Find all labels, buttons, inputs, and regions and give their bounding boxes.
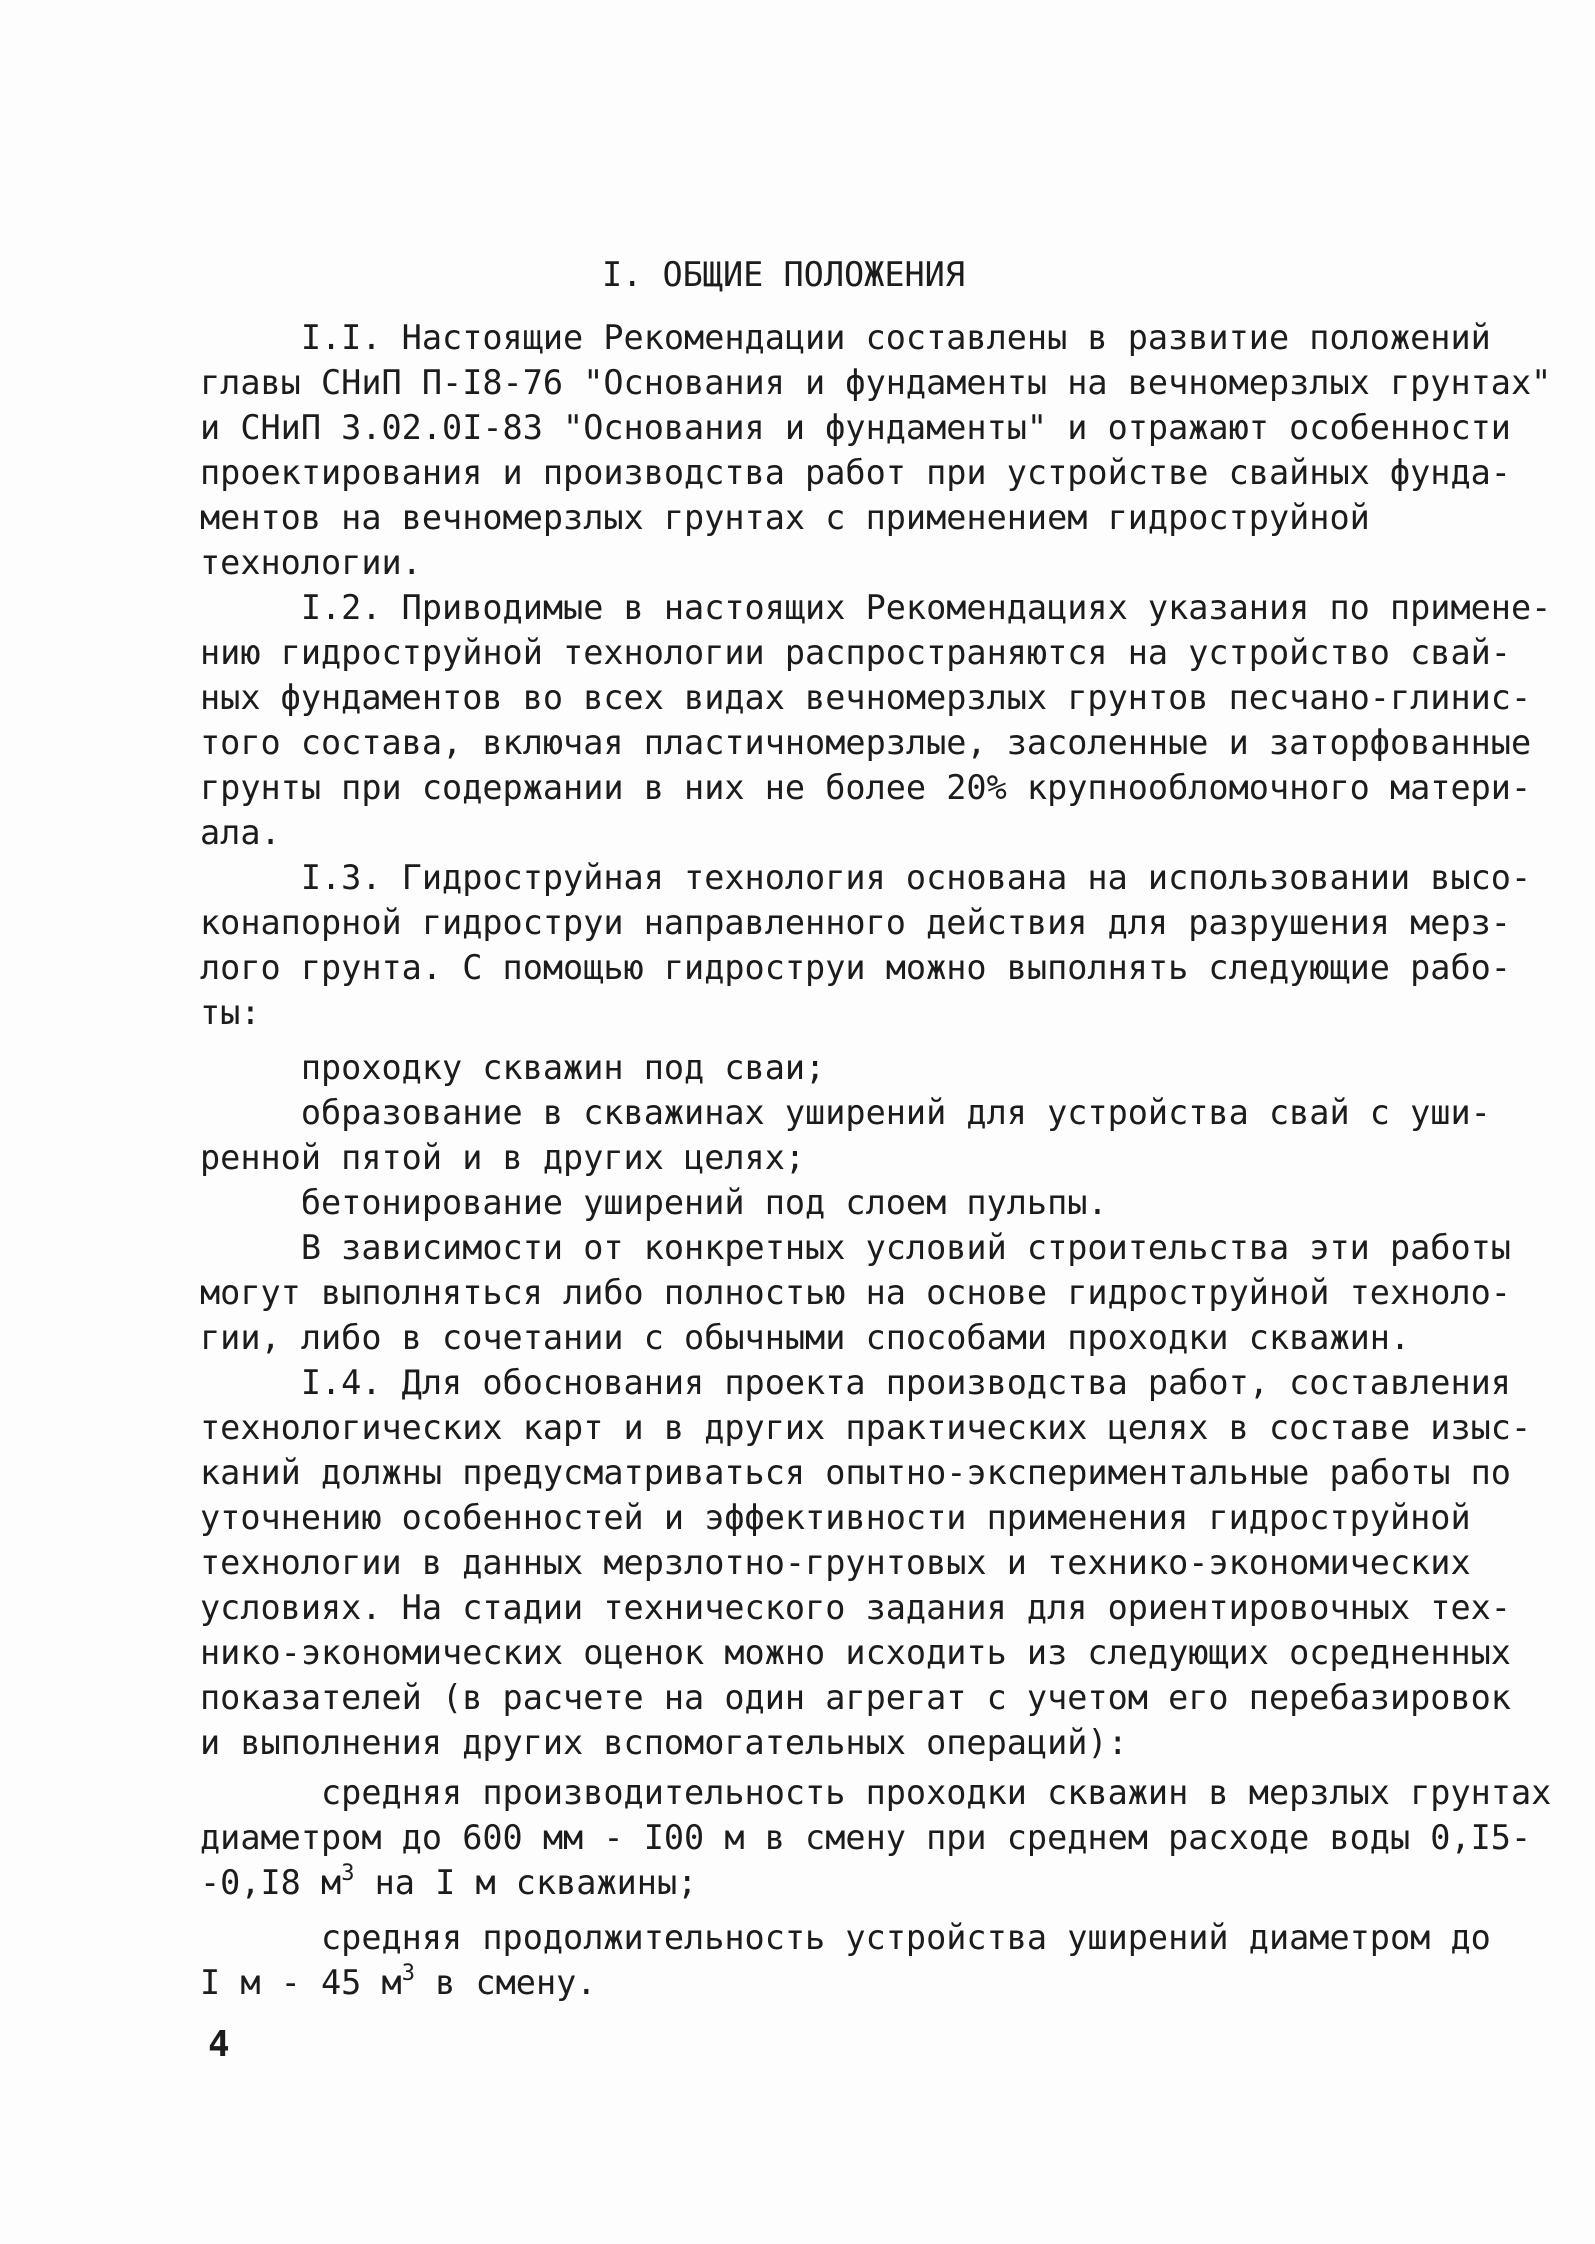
text-line: образование в скважинах уширений для устройства свай с уши- (200, 1093, 1491, 1132)
text-line: проектирования и производства работ при устройстве свайных фунда- (200, 453, 1511, 492)
text-line: каний должны предусматриваться опытно-экспериментальные работы по (200, 1453, 1511, 1492)
text-line: средняя производительность проходки скважин в мерзлых грунтах (200, 1773, 1552, 1812)
text-line: условиях. На стадии технического задания для ориентировочных тех- (200, 1588, 1511, 1627)
text-line: I.4. Для обоснования проекта производства работ, составления (200, 1363, 1511, 1402)
section-heading: I. ОБЩИЕ ПОЛОЖЕНИЯ (601, 255, 966, 294)
text-line: I.3. Гидроструйная технология основана на использовании высо- (200, 858, 1532, 897)
text-line: грунты при содержании в них не более 20% крупнообломочного матери- (200, 768, 1532, 807)
text-line: В зависимости от конкретных условий строительства эти работы (200, 1228, 1511, 1267)
text-line: и СНиП 3.02.0I-83 "Основания и фундаменты" и отражают особенности (200, 408, 1511, 447)
text-line: диаметром до 600 мм - I00 м в смену при среднем расходе воды 0,I5- (200, 1818, 1532, 1857)
text-line: главы СНиП П-I8-76 "Основания и фундаменты на вечномерзлых грунтах" (200, 363, 1552, 402)
text-line: нию гидроструйной технологии распространяются на устройство свай- (200, 633, 1511, 672)
text-line: I.2. Приводимые в настоящих Рекомендациях указания по примене- (200, 588, 1552, 627)
text-line: бетонирование уширений под слоем пульпы. (200, 1183, 1108, 1222)
text-line: ала. (200, 813, 281, 852)
text-line: технологии в данных мерзлотно-грунтовых и технико-экономических (200, 1543, 1471, 1582)
text-line: технологии. (200, 543, 422, 582)
text-line: показателей (в расчете на один агрегат с учетом его перебазировок (200, 1678, 1511, 1717)
text-line: лого грунта. С помощью гидроструи можно выполнять следующие рабо- (200, 948, 1511, 987)
text-line: ренной пятой и в других целях; (200, 1138, 806, 1177)
text-line: технологических карт и в других практических целях в составе изыс- (200, 1408, 1532, 1447)
text-line: гии, либо в сочетании с обычными способами проходки скважин. (200, 1318, 1411, 1357)
text-line: нико-экономических оценок можно исходить из следующих осредненных (200, 1633, 1511, 1672)
text-line: того состава, включая пластичномерзлые, засоленные и заторфованные (200, 723, 1532, 762)
page-number: 4 (208, 2024, 230, 2065)
text-line: I м - 45 $м^3$ в смену. (200, 1961, 597, 2002)
text-line: проходку скважин под сваи; (200, 1048, 826, 1087)
text-line: ты: (200, 993, 261, 1032)
text-line: ных фундаментов во всех видах вечномерзлых грунтов песчано-глинис- (200, 678, 1532, 717)
text-line: ментов на вечномерзлых грунтах с применением гидроструйной (200, 498, 1370, 537)
text-line: уточнению особенностей и эффективности применения гидроструйной (200, 1498, 1471, 1537)
text-line: могут выполняться либо полностью на основе гидроструйной техноло- (200, 1273, 1511, 1312)
text-line: и выполнения других вспомогательных операций): (200, 1723, 1128, 1762)
text-line: -0,I8 $м^3$ на I м скважины; (200, 1861, 698, 1902)
text-line: I.I. Настоящие Рекомендации составлены в развитие положений (200, 318, 1491, 357)
text-line: средняя продолжительность устройства уширений диаметром до (200, 1918, 1491, 1957)
text-line: конапорной гидроструи направленного действия для разрушения мерз- (200, 903, 1511, 942)
